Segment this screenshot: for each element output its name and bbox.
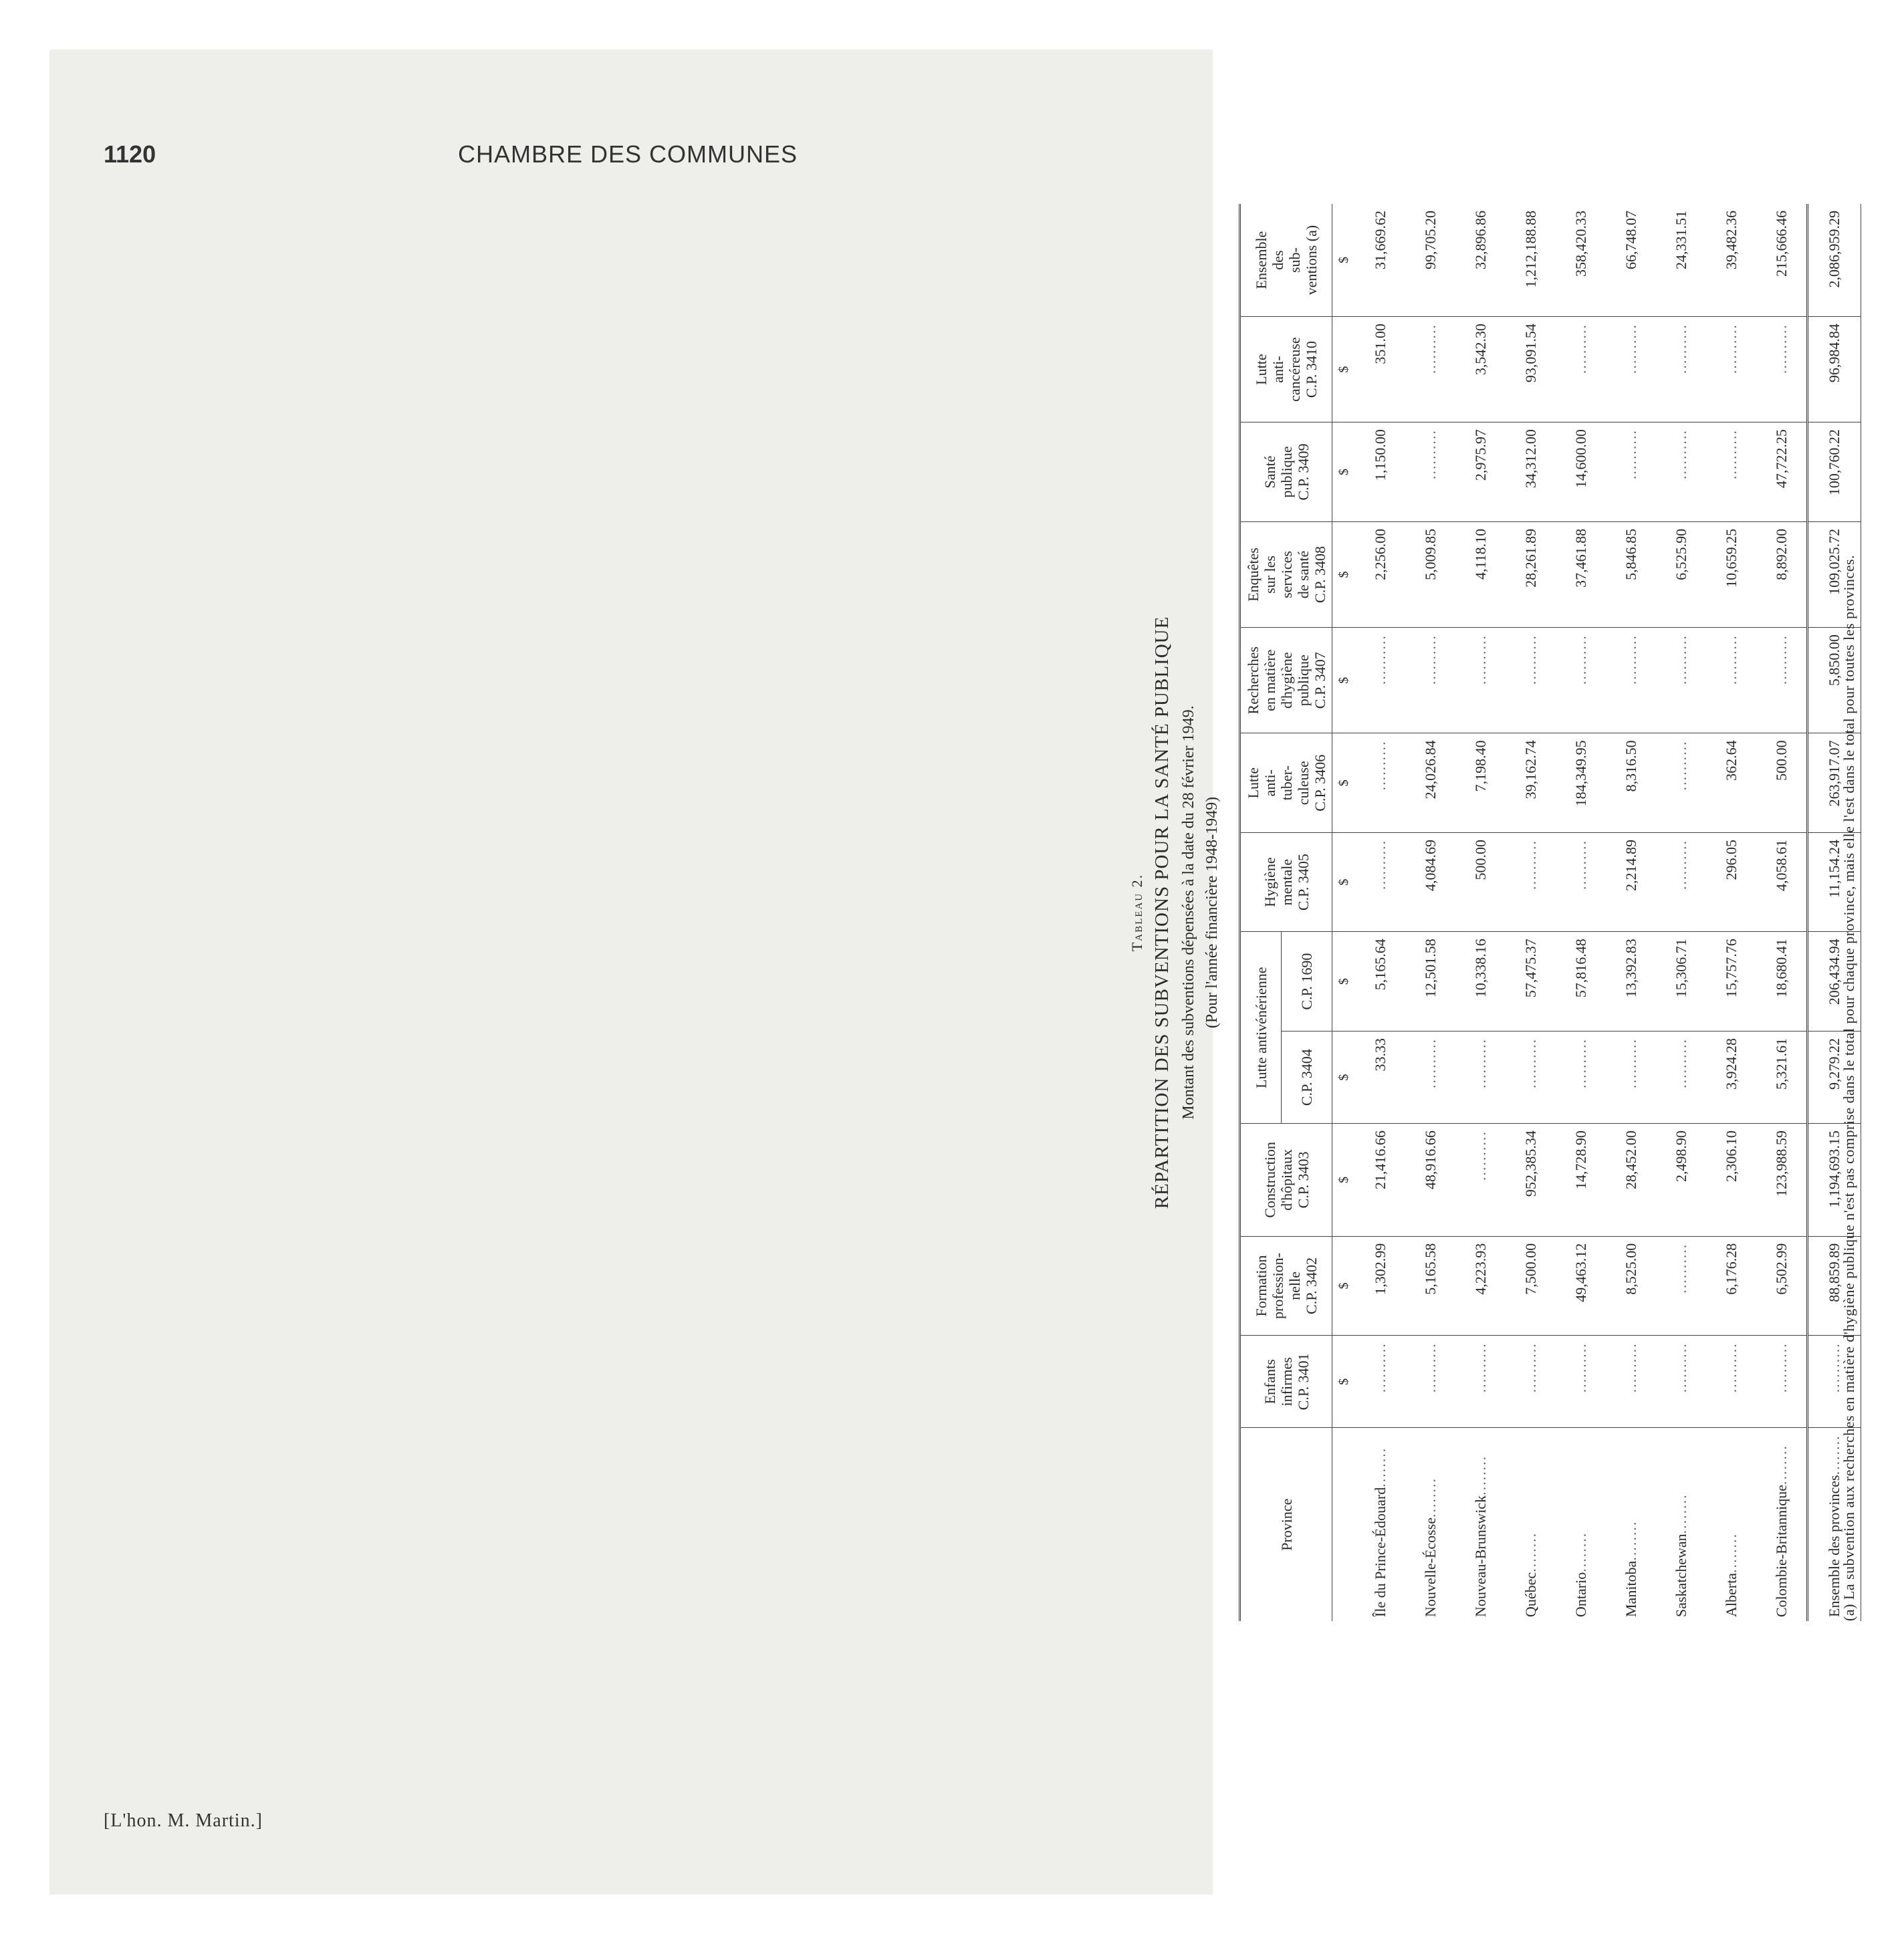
value-cell-c3410: 96,984.84 bbox=[1808, 317, 1861, 422]
value-cell-c3403: 2,306.10 bbox=[1706, 1124, 1756, 1237]
value-cell-total: 66,748.07 bbox=[1622, 211, 1639, 269]
value-cell-c3401: .......... bbox=[1606, 1336, 1656, 1428]
unit-cell: $ bbox=[1332, 1336, 1356, 1428]
subsidies-table bbox=[1239, 204, 1861, 1621]
unit-cell: $ bbox=[1332, 932, 1356, 1031]
leader-dots: ........ bbox=[1826, 1435, 1842, 1475]
col-header-province: Province bbox=[1240, 1428, 1332, 1621]
value-cell-c3410: 93,091.54 bbox=[1506, 317, 1556, 422]
value-cell-c3407: 5,850.00 bbox=[1808, 628, 1861, 733]
col-header-enquetes: Enquêtes sur les services de santé C.P. 3408 bbox=[1240, 521, 1332, 627]
value-cell-c3409: 1,150.00 bbox=[1355, 422, 1405, 522]
col-header-recherches: Recherches en matière d'hygiène publique C.P. 3407 bbox=[1240, 628, 1332, 733]
value-cell-c3409: .......... bbox=[1606, 422, 1656, 522]
leader-dots: ........ bbox=[1371, 1447, 1389, 1487]
col-header-ensemble: Ensemble des sub- ventions (a) bbox=[1240, 204, 1332, 317]
unit-cell: $ bbox=[1332, 1031, 1356, 1123]
value-cell-c3410: .......... bbox=[1606, 317, 1656, 422]
province-cell bbox=[1405, 1428, 1455, 1621]
value-cell-c3401: .......... bbox=[1506, 1336, 1556, 1428]
author-tag: [L'hon. M. Martin.] bbox=[104, 1810, 263, 1831]
value-cell-c3403: 952,385.34 bbox=[1506, 1124, 1556, 1237]
value-cell-c3408: 5,846.85 bbox=[1606, 521, 1656, 627]
province-name: Manitoba bbox=[1622, 1560, 1639, 1617]
table-row bbox=[1606, 204, 1656, 1621]
value-cell-c3402: 88,859.89 bbox=[1808, 1236, 1861, 1336]
province-cell bbox=[1656, 1428, 1706, 1621]
table-body bbox=[1355, 204, 1861, 1621]
value-cell-c1690: 57,816.48 bbox=[1556, 932, 1606, 1031]
unit-cell: $ bbox=[1332, 1124, 1356, 1237]
value-cell-c3409: .......... bbox=[1706, 422, 1756, 522]
value-cell-c3403: 48,916.66 bbox=[1405, 1124, 1455, 1237]
value-cell-c3406: .......... bbox=[1355, 733, 1405, 833]
province-cell bbox=[1455, 1428, 1506, 1621]
value-cell-c3409: 47,722.25 bbox=[1756, 422, 1808, 522]
value-cell-c3407: .......... bbox=[1506, 628, 1556, 733]
province-name: Ensemble des provinces bbox=[1826, 1475, 1842, 1617]
value-cell-c3405: 4,084.69 bbox=[1405, 833, 1455, 932]
unit-cell bbox=[1332, 1428, 1356, 1621]
value-cell-c3403: 14,728.90 bbox=[1556, 1124, 1606, 1237]
value-cell-c3401: .......... bbox=[1756, 1336, 1808, 1428]
page-sheet bbox=[49, 49, 1213, 1895]
col-header-antivenerienne: Lutte antivénérienne bbox=[1240, 932, 1282, 1124]
value-cell-c3406: 24,026.84 bbox=[1405, 733, 1455, 833]
value-cell-c1690: 15,306.71 bbox=[1656, 932, 1706, 1031]
value-cell-c3410: .......... bbox=[1706, 317, 1756, 422]
col-header-enfants: Enfants infirmes C.P. 3401 bbox=[1240, 1336, 1332, 1428]
table-titles bbox=[1102, 177, 1221, 1648]
province-name: Alberta bbox=[1722, 1573, 1740, 1617]
value-cell-c1690: 206,434.94 bbox=[1808, 932, 1861, 1031]
unit-cell: $ bbox=[1332, 833, 1356, 932]
leader-dots: ........ bbox=[1522, 1532, 1539, 1572]
province-name: Colombie-Britannique bbox=[1772, 1485, 1790, 1617]
value-cell-c3408: 4,118.10 bbox=[1455, 521, 1506, 627]
leader-dots: ........ bbox=[1421, 1477, 1439, 1517]
table-row bbox=[1506, 204, 1556, 1621]
value-cell-c3404: .......... bbox=[1606, 1031, 1656, 1123]
value-cell-c3408: 37,461.88 bbox=[1556, 521, 1606, 627]
value-cell-c3401: .......... bbox=[1405, 1336, 1455, 1428]
value-cell-c3408: 2,256.00 bbox=[1355, 521, 1405, 627]
table-main-title: RÉPARTITION DES SUBVENTIONS POUR LA SANTÉ PUBLIQUE bbox=[1151, 616, 1173, 1209]
value-cell-total: 99,705.20 bbox=[1421, 211, 1439, 269]
value-cell-c3409: 14,600.00 bbox=[1556, 422, 1606, 522]
unit-cell: $ bbox=[1332, 422, 1356, 522]
value-cell-c3406: 184,349.95 bbox=[1556, 733, 1606, 833]
value-cell-c3406: 39,162.74 bbox=[1506, 733, 1556, 833]
value-cell-c3409: 34,312.00 bbox=[1506, 422, 1556, 522]
value-cell-c3401: .......... bbox=[1706, 1336, 1756, 1428]
col-header-formation: Formation profession- nelle C.P. 3402 bbox=[1240, 1236, 1332, 1336]
col-header-hygiene: Hygiène mentale C.P. 3405 bbox=[1240, 833, 1332, 932]
value-cell-c3404: .......... bbox=[1556, 1031, 1606, 1123]
leader-dots: ........ bbox=[1622, 1520, 1639, 1561]
table-row bbox=[1656, 204, 1706, 1621]
value-cell-c3402: 6,176.28 bbox=[1706, 1236, 1756, 1336]
value-cell-c3405: .......... bbox=[1506, 833, 1556, 932]
value-cell-c3401: .......... bbox=[1455, 1336, 1506, 1428]
unit-cell: $ bbox=[1332, 204, 1356, 317]
value-cell-c3405: 11,154.24 bbox=[1808, 833, 1861, 932]
value-cell-c1690: 15,757.76 bbox=[1706, 932, 1756, 1031]
value-cell-c3407: .......... bbox=[1556, 628, 1606, 733]
value-cell-c3410: .......... bbox=[1656, 317, 1706, 422]
value-cell-c3405: 500.00 bbox=[1455, 833, 1506, 932]
value-cell-c1690: 18,680.41 bbox=[1756, 932, 1808, 1031]
value-cell-c3409: .......... bbox=[1405, 422, 1455, 522]
value-cell-c3410: 351.00 bbox=[1355, 317, 1405, 422]
value-cell-c3404: .......... bbox=[1506, 1031, 1556, 1123]
unit-cell: $ bbox=[1332, 317, 1356, 422]
value-cell-c3402: 5,165.58 bbox=[1405, 1236, 1455, 1336]
value-cell-c3406: 500.00 bbox=[1756, 733, 1808, 833]
value-cell-c3403: 28,452.00 bbox=[1606, 1124, 1656, 1237]
value-cell-c3404: 3,924.28 bbox=[1706, 1031, 1756, 1123]
province-name: Île du Prince-Édouard bbox=[1371, 1487, 1389, 1617]
value-cell-c3403: 21,416.66 bbox=[1355, 1124, 1405, 1237]
value-cell-c1690: 5,165.64 bbox=[1355, 932, 1405, 1031]
table-row bbox=[1405, 204, 1455, 1621]
table-row bbox=[1455, 204, 1506, 1621]
value-cell-c3408: 5,009.85 bbox=[1405, 521, 1455, 627]
value-cell-c1690: 12,501.58 bbox=[1405, 932, 1455, 1031]
value-cell-c3406: 7,198.40 bbox=[1455, 733, 1506, 833]
value-cell-c3403: .......... bbox=[1455, 1124, 1506, 1237]
province-name: Nouveau-Brunswick bbox=[1471, 1495, 1489, 1617]
value-cell-c3409: 100,760.22 bbox=[1808, 422, 1861, 522]
value-cell-c3402: 1,302.99 bbox=[1355, 1236, 1405, 1336]
rotated-table-block bbox=[1102, 177, 1904, 1648]
value-cell-c1690: 57,475.37 bbox=[1506, 932, 1556, 1031]
value-cell-c3409: .......... bbox=[1656, 422, 1706, 522]
value-cell-c3407: .......... bbox=[1455, 628, 1506, 733]
value-cell-total: 32,896.86 bbox=[1471, 211, 1489, 269]
value-cell-c3404: .......... bbox=[1405, 1031, 1455, 1123]
value-cell-c3408: 28,261.89 bbox=[1506, 521, 1556, 627]
page-number: 1120 bbox=[104, 140, 156, 168]
value-cell-c3407: .......... bbox=[1656, 628, 1706, 733]
value-cell-c3403: 123,988.59 bbox=[1756, 1124, 1808, 1237]
value-cell-c3402: 4,223.93 bbox=[1455, 1236, 1506, 1336]
value-cell-c3404: 5,321.61 bbox=[1756, 1031, 1808, 1123]
value-cell-c3406: .......... bbox=[1656, 733, 1706, 833]
value-cell-c3408: 8,892.00 bbox=[1756, 521, 1808, 627]
table-label: Tableau 2. bbox=[1128, 873, 1145, 952]
value-cell-c3405: 4,058.61 bbox=[1756, 833, 1808, 932]
unit-cell: $ bbox=[1332, 628, 1356, 733]
province-cell bbox=[1506, 1428, 1556, 1621]
value-cell-total: 39,482.36 bbox=[1722, 211, 1740, 269]
value-cell-c3408: 6,525.90 bbox=[1656, 521, 1706, 627]
province-cell bbox=[1706, 1428, 1756, 1621]
footnote: (a) La subvention aux recherches en matière d'hygiène publique n'est pas comprise dans le total pour chaque province, mais elle l'est dans le total pour toutes les provinces. bbox=[1840, 554, 1857, 1621]
value-cell-c3404: .......... bbox=[1455, 1031, 1506, 1123]
value-cell-c3407: .......... bbox=[1606, 628, 1656, 733]
col-header-cp1690: C.P. 1690 bbox=[1282, 932, 1332, 1031]
value-cell-total: 31,669.62 bbox=[1371, 211, 1389, 269]
col-header-cancereuse: Lutte anti- cancéreuse C.P. 3410 bbox=[1240, 317, 1332, 422]
col-header-construction: Construction d'hôpitaux C.P. 3403 bbox=[1240, 1124, 1332, 1237]
table-row bbox=[1556, 204, 1606, 1621]
value-cell-c3402: 8,525.00 bbox=[1606, 1236, 1656, 1336]
value-cell-c3407: .......... bbox=[1706, 628, 1756, 733]
province-cell bbox=[1556, 1428, 1606, 1621]
province-name: Québec bbox=[1522, 1572, 1539, 1617]
value-cell-c3403: 1,194,693.15 bbox=[1808, 1124, 1861, 1237]
value-cell-c3405: .......... bbox=[1556, 833, 1606, 932]
table-subtitle: Montant des subventions dépensées à la date du 28 février 1949. bbox=[1180, 705, 1197, 1120]
leader-dots: ........ bbox=[1572, 1532, 1589, 1572]
unit-cell: $ bbox=[1332, 1236, 1356, 1336]
value-cell-c3406: 362.64 bbox=[1706, 733, 1756, 833]
value-cell-c3408: 10,659.25 bbox=[1706, 521, 1756, 627]
province-name: Nouvelle-Écosse bbox=[1421, 1517, 1439, 1617]
value-cell-c3407: .......... bbox=[1756, 628, 1808, 733]
province-name: Ontario bbox=[1572, 1572, 1589, 1617]
value-cell-c3407: .......... bbox=[1405, 628, 1455, 733]
value-cell-c3404: 9,279.22 bbox=[1808, 1031, 1861, 1123]
value-cell-total: 24,331.51 bbox=[1672, 211, 1689, 269]
table-row bbox=[1756, 204, 1808, 1621]
value-cell-c3401: .......... bbox=[1556, 1336, 1606, 1428]
value-cell-c3402: 7,500.00 bbox=[1506, 1236, 1556, 1336]
value-cell-c1690: 13,392.83 bbox=[1606, 932, 1656, 1031]
value-cell-total: 215,666.46 bbox=[1772, 211, 1790, 277]
table-row bbox=[1706, 204, 1756, 1621]
value-cell-c3406: 263,917.07 bbox=[1808, 733, 1861, 833]
value-cell-c3402: .......... bbox=[1656, 1236, 1706, 1336]
value-cell-c3402: 6,502.99 bbox=[1756, 1236, 1808, 1336]
leader-dots: ........ bbox=[1722, 1533, 1740, 1574]
value-cell-c3410: .......... bbox=[1756, 317, 1808, 422]
value-cell-c3410: .......... bbox=[1405, 317, 1455, 422]
table-row bbox=[1355, 204, 1405, 1621]
value-cell-c3408: 109,025.72 bbox=[1808, 521, 1861, 627]
col-header-cp3404: C.P. 3404 bbox=[1282, 1031, 1332, 1123]
running-head: CHAMBRE DES COMMUNES bbox=[458, 140, 798, 168]
value-cell-total: 358,420.33 bbox=[1572, 211, 1589, 277]
unit-cell: $ bbox=[1332, 521, 1356, 627]
unit-cell: $ bbox=[1332, 733, 1356, 833]
province-cell bbox=[1606, 1428, 1656, 1621]
value-cell-c3405: .......... bbox=[1656, 833, 1706, 932]
value-cell-c3402: 49,463.12 bbox=[1556, 1236, 1606, 1336]
col-header-tuberculeuse: Lutte anti- tuber- culeuse C.P. 3406 bbox=[1240, 733, 1332, 833]
value-cell-total: 1,212,188.88 bbox=[1522, 211, 1539, 288]
leader-dots: ........ bbox=[1471, 1455, 1489, 1495]
value-cell-c3405: 2,214.89 bbox=[1606, 833, 1656, 932]
province-cell bbox=[1355, 1428, 1405, 1621]
value-cell-c3401: .......... bbox=[1808, 1336, 1861, 1428]
province-name: Saskatchewan bbox=[1672, 1534, 1689, 1617]
value-cell-c3401: .......... bbox=[1656, 1336, 1706, 1428]
value-cell-c3406: 8,316.50 bbox=[1606, 733, 1656, 833]
value-cell-c3405: 296.05 bbox=[1706, 833, 1756, 932]
value-cell-c3410: 3,542.30 bbox=[1455, 317, 1506, 422]
province-cell bbox=[1756, 1428, 1808, 1621]
value-cell-c3410: .......... bbox=[1556, 317, 1606, 422]
table-period: (Pour l'année financière 1948-1949) bbox=[1203, 796, 1221, 1029]
value-cell-c3407: .......... bbox=[1355, 628, 1405, 733]
value-cell-total: 2,086,959.29 bbox=[1808, 204, 1861, 317]
value-cell-c3403: 2,498.90 bbox=[1656, 1124, 1706, 1237]
leader-dots: ........ bbox=[1772, 1445, 1790, 1485]
value-cell-c3404: 33.33 bbox=[1355, 1031, 1405, 1123]
col-header-sante: Santé publique C.P. 3409 bbox=[1240, 422, 1332, 522]
value-cell-c1690: 10,338.16 bbox=[1455, 932, 1506, 1031]
value-cell-c3405: .......... bbox=[1355, 833, 1405, 932]
value-cell-c3409: 2,975.97 bbox=[1455, 422, 1506, 522]
value-cell-c3401: .......... bbox=[1355, 1336, 1405, 1428]
leader-dots: ........ bbox=[1672, 1493, 1689, 1534]
value-cell-c3404: .......... bbox=[1656, 1031, 1706, 1123]
